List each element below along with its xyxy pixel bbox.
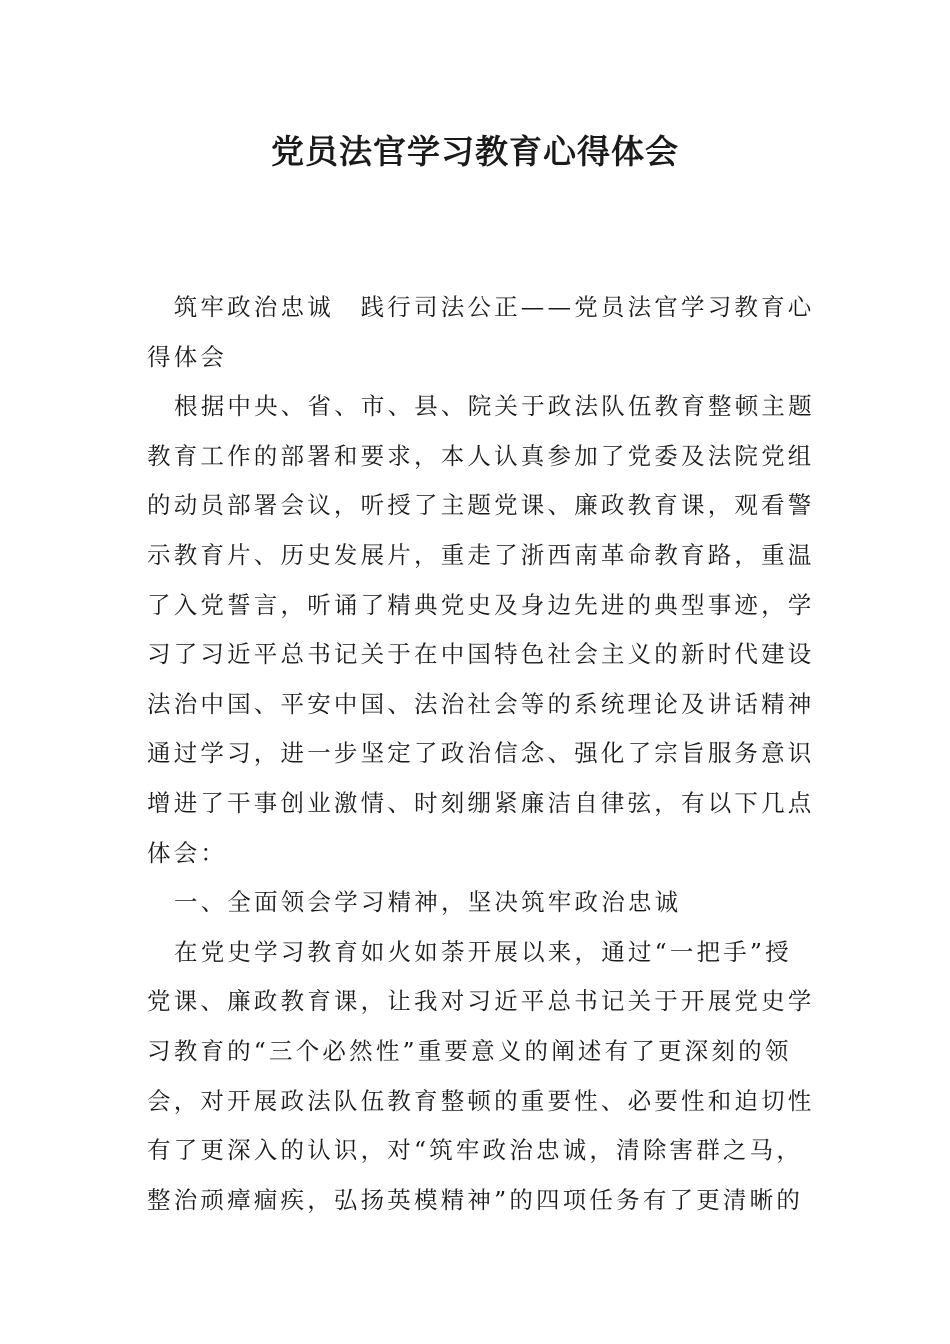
paragraph-line: 会，对开展政法队伍教育整顿的重要性、必要性和迫切性 xyxy=(147,1086,815,1115)
paragraph-line: 增进了干事创业激情、时刻绷紧廉洁自律弦，有以下几点 xyxy=(147,788,815,817)
subtitle-line-2: 得体会 xyxy=(147,342,228,371)
paragraph-line: 根据中央、省、市、县、院关于政法队伍教育整顿主题 xyxy=(174,392,815,421)
section-heading: 一、全面领会学习精神，坚决筑牢政治忠诚 xyxy=(174,888,682,917)
document-title: 党员法官学习教育心得体会 xyxy=(271,132,679,171)
paragraph-line: 党课、廉政教育课，让我对习近平总书记关于开展党史学 xyxy=(147,987,815,1016)
paragraph-line: 了入党誓言，听诵了精典党史及身边先进的典型事迹，学 xyxy=(147,590,815,619)
paragraph-line: 教育工作的部署和要求，本人认真参加了党委及法院党组 xyxy=(147,441,815,470)
paragraph-line: 通过学习，进一步坚定了政治信念、强化了宗旨服务意识 xyxy=(147,739,815,768)
paragraph-line: 示教育片、历史发展片，重走了浙西南革命教育路，重温 xyxy=(147,540,815,569)
paragraph-line: 法治中国、平安中国、法治社会等的系统理论及讲话精神 xyxy=(147,689,815,718)
paragraph-line: 习教育的“三个必然性”重要意义的阐述有了更深刻的领 xyxy=(147,1036,792,1065)
paragraph-line: 整治顽瘴痼疾，弘扬英模精神”的四项任务有了更清晰的 xyxy=(147,1185,804,1214)
subtitle-line-1: 筑牢政治忠诚 践行司法公正——党员法官学习教育心 xyxy=(147,293,815,321)
paragraph-line: 体会： xyxy=(147,838,228,867)
paragraph-line: 有了更深入的认识，对“筑牢政治忠诚，清除害群之马， xyxy=(147,1136,804,1165)
paragraph-line: 在党史学习教育如火如荼开展以来，通过“一把手”授 xyxy=(174,937,792,966)
paragraph-line: 习了习近平总书记关于在中国特色社会主义的新时代建设 xyxy=(147,640,815,669)
paragraph-line: 的动员部署会议，听授了主题党课、廉政教育课，观看警 xyxy=(147,491,815,520)
document-body xyxy=(147,283,817,1225)
